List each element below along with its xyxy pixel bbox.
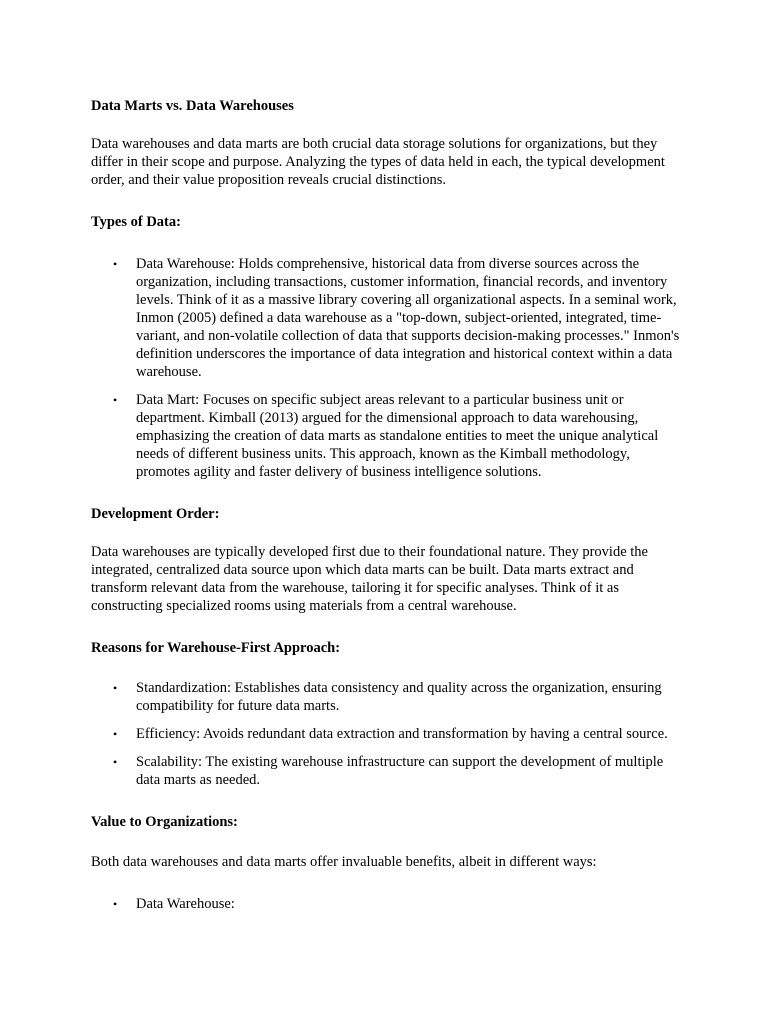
- development-heading: Development Order:: [91, 506, 220, 522]
- bullet-icon: •: [113, 897, 118, 911]
- types-list: [91, 255, 680, 481]
- value-list: [91, 895, 680, 913]
- intro-paragraph: Data warehouses and data marts are both crucial data storage solutions for organizations, but they differ in their scope and purpose. Analyzing the types of data held in each, the typical development order, and their value proposition reveals crucial distinctions.: [91, 136, 665, 188]
- list-item-text: Efficiency: Avoids redundant data extraction and transformation by having a central source.: [136, 726, 668, 742]
- list-item: [91, 255, 680, 381]
- list-item: [91, 895, 680, 913]
- bullet-icon: •: [113, 755, 118, 769]
- reasons-heading: Reasons for Warehouse-First Approach:: [91, 640, 341, 656]
- list-item-text: Data Mart: Focuses on specific subject areas relevant to a particular business unit or department. Kimball (2013) argued for the dimensional approach to data warehousing, emphasizing the creation of data marts as standalone entities to meet the unique analytical needs of different business units. This approach, known as the Kimball methodology, promotes agility and faster delivery of business intelligence solutions.: [136, 392, 659, 480]
- bullet-icon: •: [113, 393, 118, 407]
- list-item: [91, 753, 680, 789]
- value-heading: Value to Organizations:: [91, 814, 238, 830]
- list-item: [91, 391, 680, 481]
- list-item-text: Scalability: The existing warehouse infrastructure can support the development of multiple data marts as needed.: [136, 754, 664, 788]
- bullet-icon: •: [113, 681, 118, 695]
- list-item-text: Data Warehouse: Holds comprehensive, historical data from diverse sources across the organization, including transactions, customer information, financial records, and inventory levels. Think of it as a massive library covering all organizational aspects. In a seminal work, Inmon (2005) defined a data warehouse as a "top-down, subject-oriented, integrated, time-variant, and non-volatile collection of data that supports decision-making processes." Inmon's definition underscores the importance of data integration and historical context within a data warehouse.: [136, 256, 680, 380]
- types-heading: Types of Data:: [91, 214, 181, 230]
- reasons-list: [91, 679, 680, 789]
- value-paragraph: Both data warehouses and data marts offer invaluable benefits, albeit in different ways:: [91, 854, 597, 870]
- list-item: [91, 725, 680, 743]
- list-item: [91, 679, 680, 715]
- bullet-icon: •: [113, 257, 118, 271]
- development-paragraph: Data warehouses are typically developed first due to their foundational nature. They provide the integrated, centralized data source upon which data marts can be built. Data marts extract and transform relevant data from the warehouse, tailoring it for specific analyses. Think of it as constructing specialized rooms using materials from a central warehouse.: [91, 544, 648, 614]
- list-item-text: Data Warehouse:: [136, 896, 235, 912]
- bullet-icon: •: [113, 727, 118, 741]
- list-item-text: Standardization: Establishes data consistency and quality across the organization, ensuring compatibility for future data marts.: [136, 680, 662, 714]
- document-title: Data Marts vs. Data Warehouses: [91, 98, 294, 114]
